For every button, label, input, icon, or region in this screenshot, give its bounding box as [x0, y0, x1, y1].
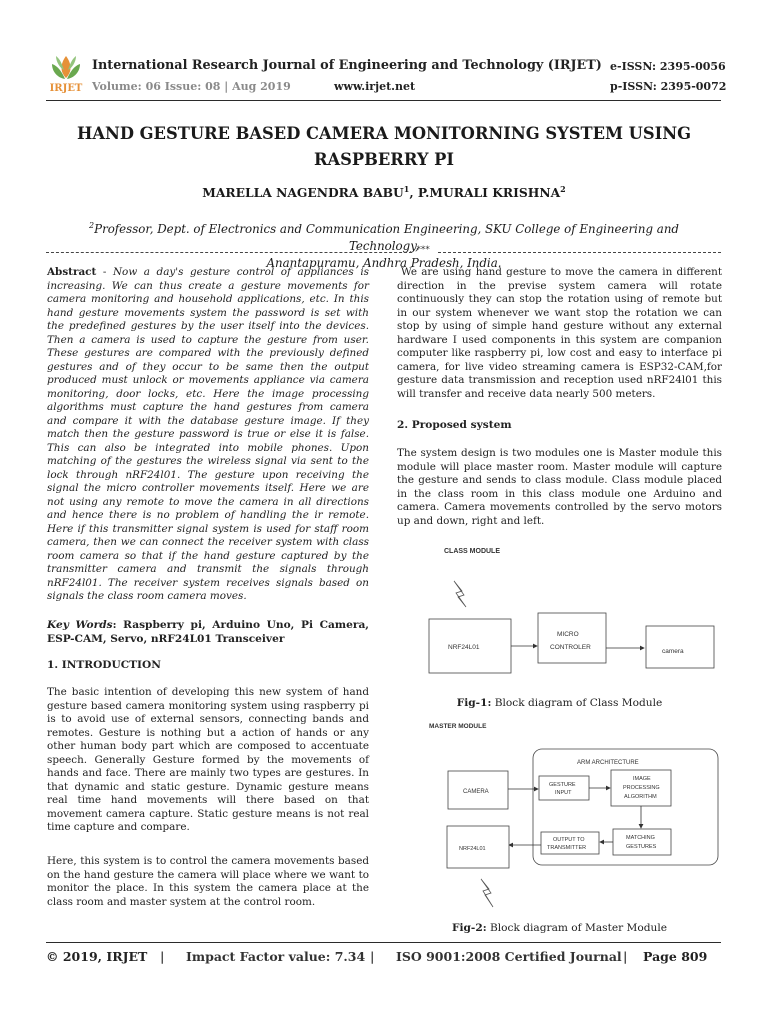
fig2-gesture-label-2: INPUT	[555, 790, 572, 796]
footer-separator-3: |	[623, 949, 628, 964]
fig2-arm-label: ARM ARCHITECTURE	[577, 760, 639, 766]
figure-1-caption	[397, 697, 722, 709]
fig2-matching-box	[613, 829, 671, 855]
fig2-camera-label: CAMERA	[463, 789, 489, 795]
paper-title-line1: HAND GESTURE BASED CAMERA MONITORNING SYSTEM USING	[76, 124, 692, 143]
fig2-gesture-label-1: GESTURE	[549, 782, 576, 788]
fig2-caption-text: Block diagram of Master Module	[486, 922, 668, 934]
footer-page-number: Page 809	[643, 949, 708, 964]
fig2-matching-label-2: GESTURES	[626, 844, 657, 850]
intro-paragraph-1: The basic intention of developing this new system of hand gesture based camera monitoring system using raspberry pi is to avoid use of external sensors, connecting bands and remotes. Gesture is nothing but a action of hands or any other human body part which are composed to accentuate speech. Generally Gesture formed by the movements of hands and face. There are mainly two types are gestures. In that dynamic and static gesture. Dynamic gesture means real time hand movements will there based on that movement camera capture. Static gesture means is not real time capture and compare.	[47, 686, 369, 833]
right-paragraph-1: We are using hand gesture to move the camera in different direction in the previse system camera will rotate continuously they can stop the rotation using of remote but in our system whenever we want stop the rotation we can stop by using of simple hand gesture without any external hardware I used components in this system are companion computer like raspberry pi, low cost and easy to interface pi camera, for live video streaming camera is ESP32-CAM,for gesture data transmission and reception used nRF24l01 this will transfer and receive data nearly 500 meters.	[397, 266, 722, 400]
fig1-caption-label: Fig-1:	[456, 697, 492, 709]
abstract-label: Abstract	[47, 266, 97, 278]
affiliation-line1: Professor, Dept. of Electronics and Communication Engineering, SKU College of Engineering and Technology,	[94, 221, 679, 253]
author-separator: ,	[409, 185, 418, 201]
fig1-nrf-label: NRF24L01	[448, 644, 480, 651]
fig2-matching-label-1: MATCHING	[626, 835, 655, 841]
p-issn: p-ISSN: 2395-0072	[610, 80, 727, 93]
footer-rule	[46, 942, 721, 943]
keywords-colon: :	[112, 619, 117, 631]
journal-volume: Volume: 06 Issue: 08 | Aug 2019	[92, 80, 291, 93]
affiliation-line2: Anantapuramu, Andhra Pradesh, India.	[266, 255, 502, 270]
section-heading-proposed-system: 2. Proposed system	[397, 419, 512, 431]
fig2-image-label-2: PROCESSING	[623, 785, 660, 791]
irjet-logo	[46, 52, 86, 94]
abstract-dash: -	[96, 266, 113, 278]
fig1-micro-label-1: MICRO	[557, 631, 579, 638]
author-1: MARELLA NAGENDRA BABU	[202, 185, 404, 201]
section-heading-introduction: 1. INTRODUCTION	[47, 659, 161, 671]
separator-dash-right	[438, 252, 721, 253]
fig1-caption-text: Block diagram of Class Module	[491, 697, 663, 709]
journal-name: International Research Journal of Engineering and Technology (IRJET)	[92, 58, 602, 73]
separator-dash-left	[46, 252, 412, 253]
footer-copyright: © 2019, IRJET	[46, 949, 148, 964]
fig2-antenna-icon	[481, 879, 493, 907]
figure-2-caption	[397, 922, 722, 934]
paper-title-line2: RASPBERRY PI	[313, 150, 455, 169]
intro-paragraph-2: Here, this system is to control the camera movements based on the hand gesture the camera will place where we want to monitor the place. In this system the camera place at the class room and master system at the control room.	[47, 855, 369, 908]
footer-iso: ISO 9001:2008 Certified Journal	[396, 949, 622, 964]
fig2-image-label-1: IMAGE	[633, 776, 651, 782]
fig2-image-label-3: ALGORITHM	[624, 794, 657, 800]
keywords	[47, 619, 369, 646]
fig2-caption-label: Fig-2:	[451, 922, 487, 934]
keywords-text: Raspberry pi, Arduino Uno, Pi Camera, ESP-CAM, Servo, nRF24L01 Transceiver	[47, 619, 369, 645]
author-2: P.MURALI KRISHNA	[417, 185, 561, 201]
fig2-title: MASTER MODULE	[429, 723, 487, 730]
svg-text:IRJET: IRJET	[49, 83, 83, 94]
e-issn: e-ISSN: 2395-0056	[610, 60, 726, 73]
separator-stars: ***	[416, 245, 430, 255]
fig1-antenna-icon	[454, 581, 466, 607]
paper-authors	[60, 184, 708, 200]
figure-1-class-module	[420, 541, 720, 691]
fig2-output-label-2: TRANSMITTER	[547, 845, 587, 851]
figure-2-master-module	[425, 719, 725, 919]
fig1-micro-label-2: CONTROLER	[550, 644, 591, 651]
affiliation-sup: 2	[89, 221, 95, 230]
fig2-gesture-box	[539, 776, 589, 800]
footer-impact-factor: Impact Factor value: 7.34	[186, 949, 366, 964]
fig2-nrf-label: NRF24L01	[459, 846, 486, 852]
header-rule	[46, 100, 721, 101]
paper-title	[60, 121, 708, 173]
author-1-sup: 1	[403, 184, 410, 194]
section-separator	[46, 245, 721, 258]
fig2-output-label-1: OUTPUT TO	[553, 837, 585, 843]
fig1-title: CLASS MODULE	[444, 548, 500, 555]
author-2-sup: 2	[560, 184, 566, 194]
fig1-micro-box	[538, 613, 606, 663]
keywords-label: Key Words	[47, 619, 113, 631]
abstract	[47, 266, 369, 604]
journal-website[interactable]: www.irjet.net	[334, 80, 416, 93]
footer-separator-2: |	[370, 949, 375, 964]
fig1-camera-box	[646, 626, 714, 668]
footer-separator-1: |	[160, 949, 165, 964]
fig1-camera-label: camera	[662, 648, 684, 655]
abstract-text: Now a day's gesture control of appliances is increasing. We can thus create a gesture movements for camera monitoring and household applications, etc. In this hand gesture movements system the password is set with the predefined gestures by the user itself into the devices. Then a camera is used to capture the gesture from user. These gestures are compared with the previously defined gestures and of they occur to be same then the output produced must unlock or movements appliance via camera monitoring, door locks, etc. Here the image processing algorithms must capture the hand gestures from camera and compare it with the database gesture image. If they match then the gesture password is true or else it is false. This can also be integrated into mobile phones. Upon matching of the gestures the wireless signal via sent to the lock through nRF24l01. The gesture upon receiving the signal the micro controller movements itself. Here we are not using any remote to move the camera in all directions and hence there is no problem of handling the ir remote. Here if this transmitter signal system is used for staff room camera, then we can connect the receiver system with class room camera so that if the hand gesture captured by the transmitter camera and transmit the signals through nRF24l01. The receiver system receives signals based on signals the class room camera moves.	[47, 266, 369, 602]
proposed-system-paragraph: The system design is two modules one is Master module this module will place master room. Master module will capture the gesture and sends to class module. Class module placed in the class room in this class module one Arduino and camera. Camera movements controlled by the servo motors up and down, right and left.	[397, 447, 722, 527]
affiliation	[56, 217, 712, 272]
